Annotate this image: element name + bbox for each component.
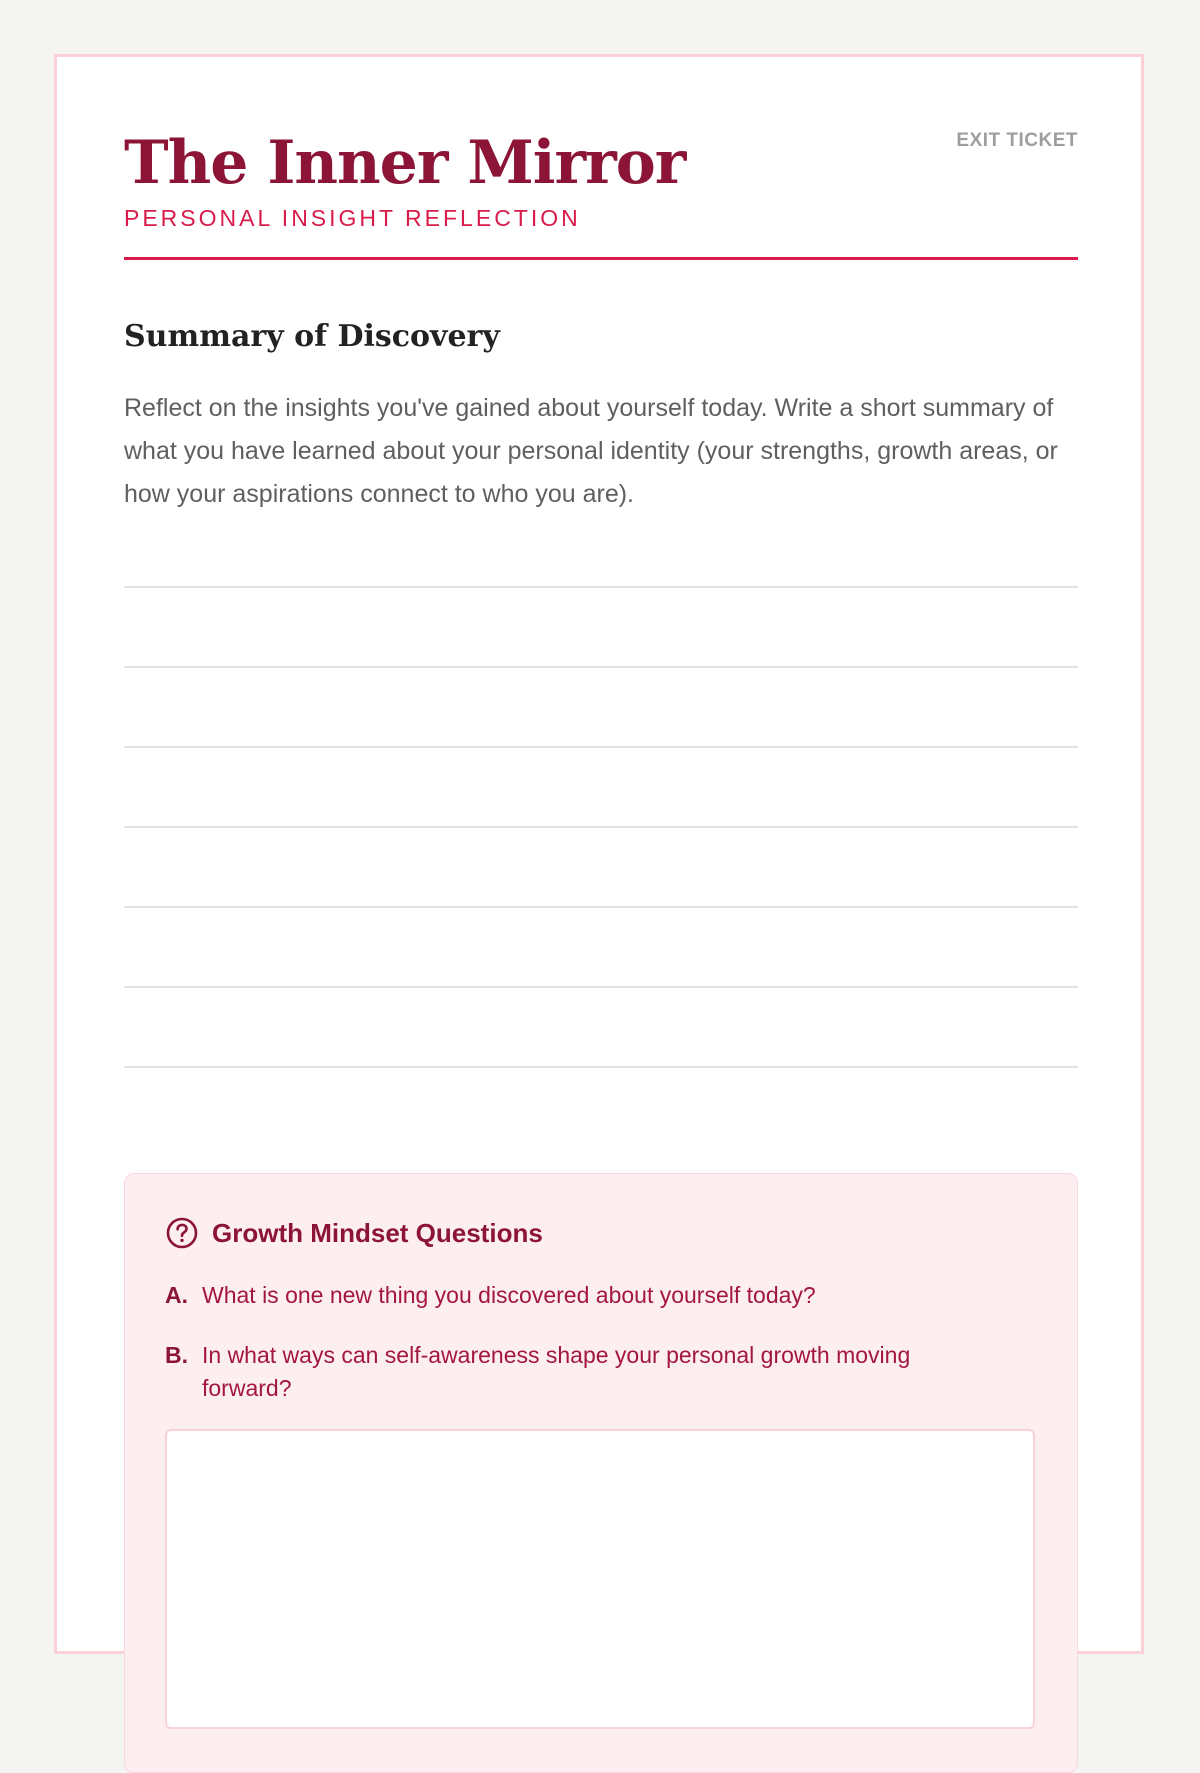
writing-line bbox=[124, 1066, 1078, 1068]
writing-line bbox=[124, 586, 1078, 588]
exit-ticket-label: EXIT TICKET bbox=[956, 130, 1078, 151]
writing-line bbox=[124, 826, 1078, 828]
worksheet-page bbox=[54, 54, 1144, 1654]
summary-writing-area[interactable] bbox=[124, 586, 1078, 1066]
summary-instructions: Reflect on the insights you've gained about yourself today. Write a short summary of what you have learned about your personal identity (your strengths, growth areas, or how your aspirations connect to who you are). bbox=[124, 394, 1058, 508]
help-circle-icon bbox=[165, 1216, 199, 1250]
page-subtitle: PERSONAL INSIGHT REFLECTION bbox=[124, 205, 581, 231]
question-text: In what ways can self-awareness shape your personal growth moving forward? bbox=[202, 1342, 911, 1401]
writing-line bbox=[124, 986, 1078, 988]
question-letter: A. bbox=[165, 1282, 188, 1308]
answer-input-box[interactable] bbox=[165, 1429, 1035, 1729]
header-divider bbox=[124, 257, 1078, 260]
summary-heading: Summary of Discovery bbox=[124, 319, 500, 354]
growth-questions-panel bbox=[124, 1173, 1078, 1773]
growth-questions-header bbox=[165, 1216, 543, 1250]
writing-line bbox=[124, 906, 1078, 908]
writing-line bbox=[124, 666, 1078, 668]
question-item-b bbox=[165, 1339, 985, 1405]
writing-line bbox=[124, 746, 1078, 748]
question-text: What is one new thing you discovered about yourself today? bbox=[202, 1282, 816, 1308]
question-letter: B. bbox=[165, 1342, 188, 1368]
growth-questions-heading: Growth Mindset Questions bbox=[212, 1217, 543, 1248]
question-item-a bbox=[165, 1279, 985, 1312]
page-title: The Inner Mirror bbox=[124, 128, 686, 198]
worksheet-header bbox=[124, 117, 1078, 317]
